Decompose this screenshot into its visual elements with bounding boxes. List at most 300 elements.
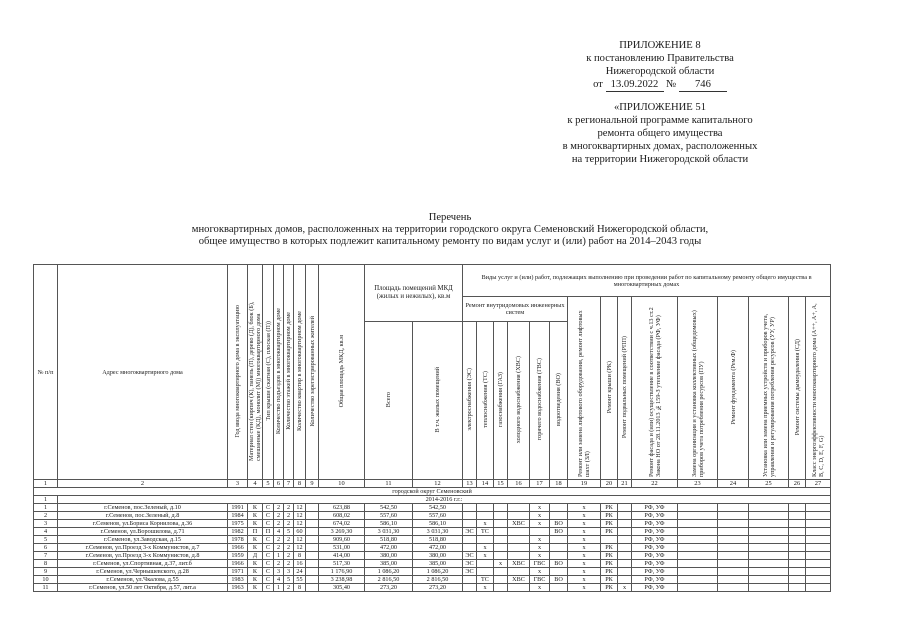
cell-empty xyxy=(806,584,831,592)
col-address-header: Адрес многоквартирного дома xyxy=(58,265,228,480)
cell-all: 3 031,30 xyxy=(365,528,413,536)
cell-liv: 273,20 xyxy=(413,584,463,592)
cell-empty xyxy=(749,536,789,544)
cell-es xyxy=(463,504,477,512)
cell-n: 6 xyxy=(34,544,58,552)
col-roofrep-header: Ремонт крыши (РК) xyxy=(601,297,618,480)
cell-es: ЭС xyxy=(463,560,477,568)
cell-gvs: х xyxy=(530,584,550,592)
cell-empty xyxy=(749,504,789,512)
cell-gvs: ГВС xyxy=(530,560,550,568)
cell-all: 2 816,50 xyxy=(365,576,413,584)
cell-n: 1 xyxy=(34,504,58,512)
cell-empty xyxy=(749,576,789,584)
ref-line-2: к региональной программе капитального xyxy=(567,115,753,126)
cell-rk: РК xyxy=(601,528,618,536)
table-row xyxy=(34,560,831,568)
cell-all: 273,20 xyxy=(365,584,413,592)
cell-empty xyxy=(678,504,718,512)
cell-total: 305,40 xyxy=(319,584,365,592)
cell-ent: 3 xyxy=(274,568,284,576)
cell-n: 11 xyxy=(34,584,58,592)
cell-rpp xyxy=(618,512,632,520)
column-number: 21 xyxy=(618,480,632,488)
column-number: 15 xyxy=(494,480,508,488)
cell-res xyxy=(306,544,319,552)
table-row xyxy=(34,552,831,560)
cell-gvs: х xyxy=(530,520,550,528)
cell-apt: 60 xyxy=(294,528,306,536)
cell-n: 9 xyxy=(34,568,58,576)
cell-zl: х xyxy=(568,512,601,520)
cell-all: 586,10 xyxy=(365,520,413,528)
column-number: 5 xyxy=(263,480,274,488)
col-lift-header: Ремонт или замена лифтового оборудования, ремонт лифтовых шахт (ЗЛ) xyxy=(568,297,601,480)
cell-rpp xyxy=(618,576,632,584)
cell-ent: 4 xyxy=(274,528,284,536)
cell-ts: х xyxy=(477,552,494,560)
col-year-header: Год ввода многоквартирного дома в эксплуатацию xyxy=(228,265,248,480)
cell-rk: РК xyxy=(601,544,618,552)
cell-n: 8 xyxy=(34,560,58,568)
cell-n: 10 xyxy=(34,576,58,584)
column-number: 1 xyxy=(34,480,58,488)
cell-total: 3 238,98 xyxy=(319,576,365,584)
cell-rk: РК xyxy=(601,512,618,520)
cell-apt: 8 xyxy=(294,552,306,560)
cell-gaz xyxy=(494,576,508,584)
cell-mat: К xyxy=(248,576,263,584)
column-number: 23 xyxy=(678,480,718,488)
cell-empty xyxy=(749,544,789,552)
cell-addr: г.Семенов, ул.Чкалова, д.55 xyxy=(58,576,228,584)
cell-roof: С xyxy=(263,544,274,552)
cell-es xyxy=(463,544,477,552)
cell-fl: 2 xyxy=(284,536,294,544)
col-area-total-header: Всего xyxy=(365,321,413,479)
cell-res xyxy=(306,568,319,576)
cell-hvs: ХВС xyxy=(508,576,530,584)
cell-total: 623,88 xyxy=(319,504,365,512)
cell-empty xyxy=(718,552,749,560)
cell-mat: Д xyxy=(248,552,263,560)
cell-mat: К xyxy=(248,504,263,512)
cell-roof: С xyxy=(263,568,274,576)
cell-gvs: х xyxy=(530,544,550,552)
cell-year: 1971 xyxy=(228,568,248,576)
cell-rk: РК xyxy=(601,520,618,528)
column-number: 25 xyxy=(749,480,789,488)
cell-liv: 586,10 xyxy=(413,520,463,528)
cell-empty xyxy=(749,568,789,576)
cell-zl: х xyxy=(568,552,601,560)
ref-title: «ПРИЛОЖЕНИЕ 51 xyxy=(613,102,707,113)
cell-rpp xyxy=(618,520,632,528)
table-row xyxy=(34,568,831,576)
cell-empty xyxy=(718,568,749,576)
cell-apt: 12 xyxy=(294,544,306,552)
cell-apt: 24 xyxy=(294,568,306,576)
cell-year: 1984 xyxy=(228,512,248,520)
col-elec-header: электроснабжения (ЭС) xyxy=(463,321,477,479)
col-smoke-header: Ремонт системы дымоудаления (СД) xyxy=(789,297,806,480)
cell-rk: РК xyxy=(601,552,618,560)
cell-addr: г.Семенов, ул.Проезд 3-х Коммунистов, д.7 xyxy=(58,544,228,552)
cell-n: 3 xyxy=(34,520,58,528)
cell-fl: 5 xyxy=(284,576,294,584)
cell-empty xyxy=(806,568,831,576)
cell-res xyxy=(306,560,319,568)
cell-total: 531,00 xyxy=(319,544,365,552)
cell-gvs: х xyxy=(530,552,550,560)
table-row xyxy=(34,528,831,536)
cell-gaz xyxy=(494,512,508,520)
cell-all: 542,50 xyxy=(365,504,413,512)
ref-line-3: ремонта общего имущества xyxy=(597,128,723,139)
cell-roof: С xyxy=(263,536,274,544)
cell-rf: РФ, УФ xyxy=(632,512,678,520)
cell-fl: 3 xyxy=(284,568,294,576)
cell-n: 5 xyxy=(34,536,58,544)
cell-all: 380,00 xyxy=(365,552,413,560)
col-systems-group-header: Ремонт внутридомовых инженерных систем xyxy=(463,297,568,322)
cell-ts: ТС xyxy=(477,528,494,536)
col-heat-header: теплоснабжения (ТС) xyxy=(477,321,494,479)
cell-gvs xyxy=(530,528,550,536)
cell-total: 3 269,30 xyxy=(319,528,365,536)
cell-res xyxy=(306,576,319,584)
cell-gvs: х xyxy=(530,504,550,512)
cell-vo xyxy=(550,584,568,592)
cell-addr: г.Семенов, ул.Заводская, д.15 xyxy=(58,536,228,544)
appendix-title: ПРИЛОЖЕНИЕ 8 xyxy=(619,40,701,51)
cell-res xyxy=(306,512,319,520)
cell-empty xyxy=(789,544,806,552)
ref-line-4: в многоквартирных домах, расположенных xyxy=(562,141,758,152)
column-number: 12 xyxy=(413,480,463,488)
cell-ent: 2 xyxy=(274,512,284,520)
cell-mat: К xyxy=(248,512,263,520)
cell-zl: х xyxy=(568,568,601,576)
cell-empty xyxy=(718,520,749,528)
cell-year: 1978 xyxy=(228,536,248,544)
cell-mat: К xyxy=(248,520,263,528)
cell-total: 1 176,90 xyxy=(319,568,365,576)
cell-hvs xyxy=(508,552,530,560)
list-subtitle-1: многоквартирных домов, расположенных на территории городского округа Семеновский Нижегородской области, xyxy=(191,224,709,235)
appendix-date-line xyxy=(560,79,760,92)
cell-res xyxy=(306,528,319,536)
cell-rk: РК xyxy=(601,504,618,512)
cell-gaz: х xyxy=(494,560,508,568)
cell-empty xyxy=(789,552,806,560)
cell-liv: 3 031,30 xyxy=(413,528,463,536)
cell-roof: С xyxy=(263,552,274,560)
cell-zl: х xyxy=(568,576,601,584)
cell-empty xyxy=(806,536,831,544)
col-apartments-header: Количество квартир в многоквартирном доме xyxy=(294,265,306,480)
cell-fl: 2 xyxy=(284,584,294,592)
column-number: 20 xyxy=(601,480,618,488)
cell-empty xyxy=(806,552,831,560)
cell-rk: РК xyxy=(601,568,618,576)
cell-empty xyxy=(806,520,831,528)
column-number: 4 xyxy=(248,480,263,488)
cell-gaz xyxy=(494,520,508,528)
cell-zl: х xyxy=(568,520,601,528)
cell-empty xyxy=(718,576,749,584)
cell-gvs: ГВС xyxy=(530,576,550,584)
cell-mat: К xyxy=(248,544,263,552)
cell-ts xyxy=(477,560,494,568)
col-gas-header: газоснабжения (ГАЗ) xyxy=(494,321,508,479)
cell-res xyxy=(306,552,319,560)
cell-ts xyxy=(477,512,494,520)
cell-addr: г.Семенов, ул.Проезд 3-х Коммунистов, д.8 xyxy=(58,552,228,560)
cell-ent: 2 xyxy=(274,520,284,528)
ref-line-5: на территории Нижегородской области xyxy=(571,154,749,165)
cell-vo xyxy=(550,536,568,544)
col-cold-header: холодного водоснабжения (ХВС) xyxy=(508,321,530,479)
cell-empty xyxy=(678,528,718,536)
cell-es: ЭС xyxy=(463,552,477,560)
cell-es xyxy=(463,520,477,528)
cell-n: 7 xyxy=(34,552,58,560)
table-row xyxy=(34,512,831,520)
cell-vo xyxy=(550,512,568,520)
column-number: 14 xyxy=(477,480,494,488)
column-number: 17 xyxy=(530,480,550,488)
cell-empty xyxy=(789,536,806,544)
cell-empty xyxy=(718,544,749,552)
cell-empty xyxy=(718,536,749,544)
cell-rf: РФ, УФ xyxy=(632,584,678,592)
cell-hvs xyxy=(508,528,530,536)
cell-empty xyxy=(718,512,749,520)
cell-gaz xyxy=(494,504,508,512)
cell-fl: 5 xyxy=(284,528,294,536)
cell-ent: 2 xyxy=(274,536,284,544)
cell-roof: С xyxy=(263,504,274,512)
cell-empty xyxy=(749,584,789,592)
cell-empty xyxy=(678,536,718,544)
cell-rpp xyxy=(618,552,632,560)
cell-res xyxy=(306,584,319,592)
table-row xyxy=(34,584,831,592)
cell-ts: ТС xyxy=(477,576,494,584)
cell-liv: 542,50 xyxy=(413,504,463,512)
cell-roof: П xyxy=(263,528,274,536)
cell-mat: К xyxy=(248,568,263,576)
cell-zl: х xyxy=(568,528,601,536)
cell-zl: х xyxy=(568,560,601,568)
cell-rf: РФ, УФ xyxy=(632,568,678,576)
cell-res xyxy=(306,520,319,528)
cell-res xyxy=(306,536,319,544)
period-label: 2014-2016 г.г.: xyxy=(58,496,831,504)
cell-rf: РФ, УФ xyxy=(632,560,678,568)
cell-empty xyxy=(789,504,806,512)
cell-vo xyxy=(550,568,568,576)
cell-empty xyxy=(749,560,789,568)
col-facade-header: Ремонт фасада и (или) осуществление в соответствии с ч.13 ст.2 Закона НО от 28.11.2013 №159-З утепление фасада (РФ, УФ) xyxy=(632,297,678,480)
cell-ent: 2 xyxy=(274,560,284,568)
cell-fl: 2 xyxy=(284,512,294,520)
cell-empty xyxy=(806,512,831,520)
cell-vo xyxy=(550,552,568,560)
cell-hvs xyxy=(508,536,530,544)
cell-ent: 2 xyxy=(274,544,284,552)
cell-rf: РФ, УФ xyxy=(632,544,678,552)
cell-year: 1983 xyxy=(228,576,248,584)
number-label: № xyxy=(666,79,677,90)
appendix-date: 13.09.2022 xyxy=(606,79,664,92)
cell-empty xyxy=(718,560,749,568)
col-hot-header: горячего водоснабжения (ГВС) xyxy=(530,321,550,479)
cell-total: 517,30 xyxy=(319,560,365,568)
cell-year: 1982 xyxy=(228,528,248,536)
section-row xyxy=(34,488,831,496)
cell-rpp xyxy=(618,528,632,536)
column-number: 8 xyxy=(294,480,306,488)
cell-ts: х xyxy=(477,584,494,592)
column-number: 13 xyxy=(463,480,477,488)
cell-hvs xyxy=(508,512,530,520)
cell-empty xyxy=(678,576,718,584)
cell-ts xyxy=(477,536,494,544)
cell-rf: РФ, УФ xyxy=(632,520,678,528)
cell-ts: х xyxy=(477,544,494,552)
cell-rk: РК xyxy=(601,584,618,592)
cell-hvs xyxy=(508,568,530,576)
cell-gaz xyxy=(494,528,508,536)
col-num-header: № п/п xyxy=(34,265,58,480)
list-title: Перечень xyxy=(428,212,472,223)
cell-es xyxy=(463,536,477,544)
col-floors-header: Количество этажей в многоквартирном доме xyxy=(284,265,294,480)
cell-empty xyxy=(678,552,718,560)
cell-rf: РФ, УФ xyxy=(632,576,678,584)
cell-mat: К xyxy=(248,536,263,544)
cell-roof: С xyxy=(263,512,274,520)
col-area-group-header: Площадь помещений МКД (жилых и нежилых), кв.м xyxy=(365,265,463,322)
table-row xyxy=(34,520,831,528)
cell-empty xyxy=(789,584,806,592)
cell-empty xyxy=(789,528,806,536)
cell-year: 1959 xyxy=(228,552,248,560)
cell-apt: 12 xyxy=(294,536,306,544)
cell-roof: С xyxy=(263,584,274,592)
period-number: 1 xyxy=(34,496,58,504)
col-control-header: Установка или замена приемных устройств и приборов учета, управления и регулирования потребления ресурсов (УУ, УР) xyxy=(749,297,789,480)
cell-rk: РК xyxy=(601,560,618,568)
cell-apt: 12 xyxy=(294,512,306,520)
cell-liv: 518,80 xyxy=(413,536,463,544)
cell-gvs: х xyxy=(530,568,550,576)
cell-vo: ВО xyxy=(550,576,568,584)
cell-year: 1963 xyxy=(228,584,248,592)
cell-es xyxy=(463,584,477,592)
cell-es xyxy=(463,576,477,584)
cell-n: 4 xyxy=(34,528,58,536)
cell-all: 472,00 xyxy=(365,544,413,552)
cell-vo: ВО xyxy=(550,528,568,536)
cell-gvs: х xyxy=(530,536,550,544)
cell-rk xyxy=(601,536,618,544)
cell-addr: г.Семенов, ул.Бориса Корнилова, д.36 xyxy=(58,520,228,528)
table-row xyxy=(34,504,831,512)
cell-total: 909,60 xyxy=(319,536,365,544)
cell-rf: РФ, УФ xyxy=(632,504,678,512)
cell-gaz xyxy=(494,544,508,552)
cell-empty xyxy=(806,576,831,584)
cell-rf: РФ, УФ xyxy=(632,552,678,560)
cell-fl: 2 xyxy=(284,520,294,528)
cell-empty xyxy=(789,576,806,584)
cell-empty xyxy=(678,512,718,520)
col-basement-header: Ремонт подвальных помещений (РПП) xyxy=(618,297,632,480)
cell-year: 1966 xyxy=(228,544,248,552)
period-row xyxy=(34,496,831,504)
cell-addr: г.Семенов, пос.Зеленый, д.10 xyxy=(58,504,228,512)
column-number: 19 xyxy=(568,480,601,488)
column-number: 22 xyxy=(632,480,678,488)
cell-empty xyxy=(806,528,831,536)
column-number: 11 xyxy=(365,480,413,488)
cell-year: 1966 xyxy=(228,560,248,568)
column-number: 27 xyxy=(806,480,831,488)
cell-vo xyxy=(550,504,568,512)
cell-zl: х xyxy=(568,504,601,512)
cell-hvs xyxy=(508,544,530,552)
cell-empty xyxy=(678,560,718,568)
cell-empty xyxy=(789,560,806,568)
cell-gaz xyxy=(494,536,508,544)
column-number: 10 xyxy=(319,480,365,488)
cell-ent: 4 xyxy=(274,576,284,584)
cell-total: 608,02 xyxy=(319,512,365,520)
cell-total: 414,00 xyxy=(319,552,365,560)
cell-ent: 1 xyxy=(274,584,284,592)
cell-apt: 55 xyxy=(294,576,306,584)
cell-apt: 8 xyxy=(294,584,306,592)
cell-roof: С xyxy=(263,576,274,584)
cell-empty xyxy=(806,544,831,552)
col-area-living-header: В т.ч. жилых помещений xyxy=(413,321,463,479)
col-foundation-header: Ремонт фундамента (Рем.Ф) xyxy=(718,297,749,480)
column-number: 6 xyxy=(274,480,284,488)
cell-ent: 1 xyxy=(274,552,284,560)
cell-empty xyxy=(806,560,831,568)
cell-gaz xyxy=(494,552,508,560)
column-number: 18 xyxy=(550,480,568,488)
cell-addr: г.Семенов, ул.50 лет Октября, д.57, лит.а xyxy=(58,584,228,592)
col-drain-header: водоотведения (ВО) xyxy=(550,321,568,479)
cell-addr: г.Семенов, ул.Спортивная, д.37, лит.б xyxy=(58,560,228,568)
column-numbers-row xyxy=(34,480,831,488)
cell-all: 518,80 xyxy=(365,536,413,544)
cell-liv: 472,00 xyxy=(413,544,463,552)
cell-vo: ВО xyxy=(550,560,568,568)
cell-apt: 12 xyxy=(294,520,306,528)
column-number: 3 xyxy=(228,480,248,488)
cell-hvs xyxy=(508,584,530,592)
col-roof-header: Тип крыши (скатная (С), плоская (П)) xyxy=(263,265,274,480)
cell-rpp xyxy=(618,568,632,576)
cell-all: 557,60 xyxy=(365,512,413,520)
cell-hvs: ХВС xyxy=(508,560,530,568)
cell-liv: 1 086,20 xyxy=(413,568,463,576)
